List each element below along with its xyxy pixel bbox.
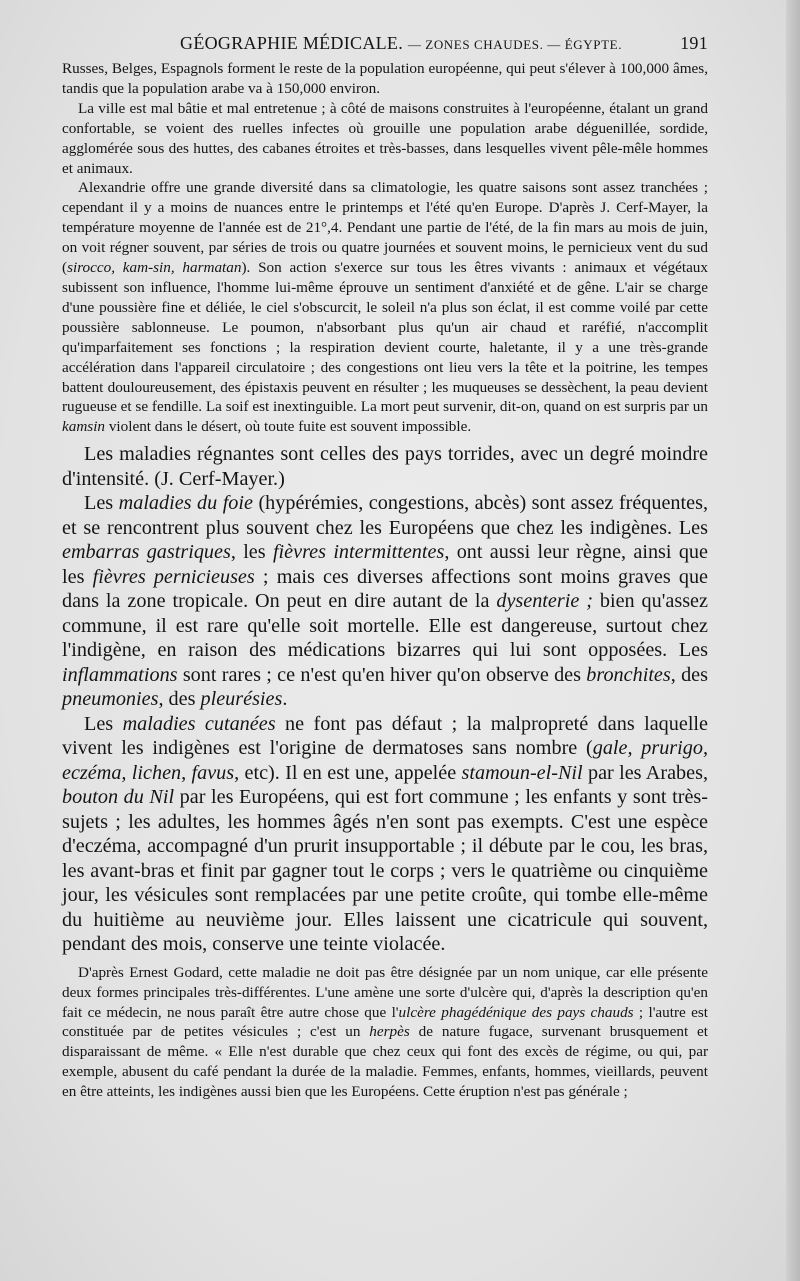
- small-text-block-1: [62, 59, 708, 437]
- header-section: — ZONES CHAUDES. — ÉGYPTE.: [407, 37, 623, 52]
- paragraph-city: La ville est mal bâtie et mal entretenue ; à côté de maisons construites à l'européenne, étalant un grand confortable, se voient des ruelles infectes où grouille une population arabe déguenillée, sordide, agglomérée sous des huttes, des cabanes étroites et très-basses, dans lesquelles vivent pêle-mêle hommes et animaux.: [62, 99, 708, 177]
- header-main-title: GÉOGRAPHIE MÉDICALE.: [180, 33, 404, 53]
- page-binding-shadow: [786, 0, 800, 1281]
- large-text-block: [62, 442, 708, 957]
- page-number: 191: [680, 33, 708, 53]
- running-header: [62, 33, 708, 54]
- paragraph-diseases: Les maladies régnantes sont celles des pays torrides, avec un degré moindre d'intensité. (J. Cerf-Mayer.): [62, 443, 708, 490]
- paragraph-liver-diseases: Les maladies du foie (hypérémies, congestions, abcès) sont assez fréquentes, et se rencontrent plus souvent chez les Européens que chez les indigènes. Les embarras gastriques, les fièvres intermittentes, ont aussi leur règne, ainsi que les fièvres pernicieuses ; mais ces diverses affections sont moins graves que dans la zone tropicale. On peut en dire autant de la dysenterie ; bien qu'assez commune, il est rare qu'elle soit mortelle. Elle est dangereuse, surtout chez l'indigène, en raison des médications bizarres qui lui sont opposées. Les inflammations sont rares ; ce n'est qu'en hiver qu'on observe des bronchites, des pneumonies, des pleurésies.: [62, 492, 708, 711]
- paragraph-population: Russes, Belges, Espagnols forment le reste de la population européenne, qui peut s'élever à 100,000 âmes, tandis que la population arabe va à 150,000 environ.: [62, 60, 708, 97]
- paragraph-climate: Alexandrie offre une grande diversité dans sa climatologie, les quatre saisons sont assez tranchées ; cependant il y a moins de nuances entre le printemps et l'été qu'en Europe. D'après J. Cerf-Mayer, la température moyenne de l'année est de 21°,4. Pendant une partie de l'été, de la fin mars au mois de juin, on voit régner souvent, par séries de trois ou quatre journées et souvent moins, le pernicieux vent du sud (sirocco, kam-sin, harmatan). Son action s'exerce sur tous les êtres vivants : animaux et végétaux subissent son influence, l'homme lui-même éprouve un sentiment d'anxiété et de gêne. L'air se charge d'une poussière fine et déliée, le ciel s'obscurcit, le soleil n'a plus son éclat, il est comme voilé par cette poussière sablonneuse. Le poumon, n'absorbant plus qu'un air chaud et raréfié, n'accomplit qu'imparfaitement ses fonctions ; la respiration devient courte, haletante, il y a une très-grande accélération dans l'appareil circulatoire ; des congestions ont lieu vers la tête et la poitrine, les tempes battent douloureusement, des épistaxis peuvent en résulter ; les muqueuses se dessèchent, la peau devient rugueuse et se fendille. La soif est inextinguible. La mort peut survenir, dit-on, quand on est surpris par un kamsin violent dans le désert, où toute fuite est souvent impossible.: [62, 179, 708, 436]
- small-text-block-2: [62, 963, 708, 1102]
- paragraph-godard: D'après Ernest Godard, cette maladie ne doit pas être désignée par un nom unique, car elle présente deux formes principales très-différentes. L'une amène une sorte d'ulcère qui, d'après la description qu'en fait ce médecin, ne nous paraît être autre chose que l'ulcère phagédénique des pays chauds ; l'autre est constituée par de petites vésicules ; c'est un herpès de nature fugace, survenant brusquement et disparaissant de même. « Elle n'est durable que chez ceux qui font des excès de régime, ou qui, par exemple, abusent du café pendant la durée de la maladie. Femmes, enfants, hommes, vieillards, peuvent en être atteints, les indigènes aussi bien que les Européens. Cette éruption n'est pas générale ;: [62, 963, 708, 1101]
- paragraph-skin-diseases: Les maladies cutanées ne font pas défaut ; la malpropreté dans laquelle vivent les indigènes est l'origine de dermatoses sans nombre (gale, prurigo, eczéma, lichen, favus, etc). Il en est une, appelée stamoun-el-Nil par les Arabes, bouton du Nil par les Européens, qui est fort commune ; les enfants y sont très-sujets ; les adultes, les hommes âgés n'en sont pas exempts. C'est une espèce d'eczéma, accompagné d'un prurit insupportable ; il débute par le cou, les bras, les avant-bras et finit par gagner tout le corps ; vers le quatrième ou cinquième jour, les vésicules sont remplacées par une petite croûte, qui tombe elle-même du huitième au neuvième jour. Elles laissent une cicatricule qui souvent, pendant des mois, conserve une teinte violacée.: [62, 712, 708, 956]
- header-title: [62, 33, 680, 54]
